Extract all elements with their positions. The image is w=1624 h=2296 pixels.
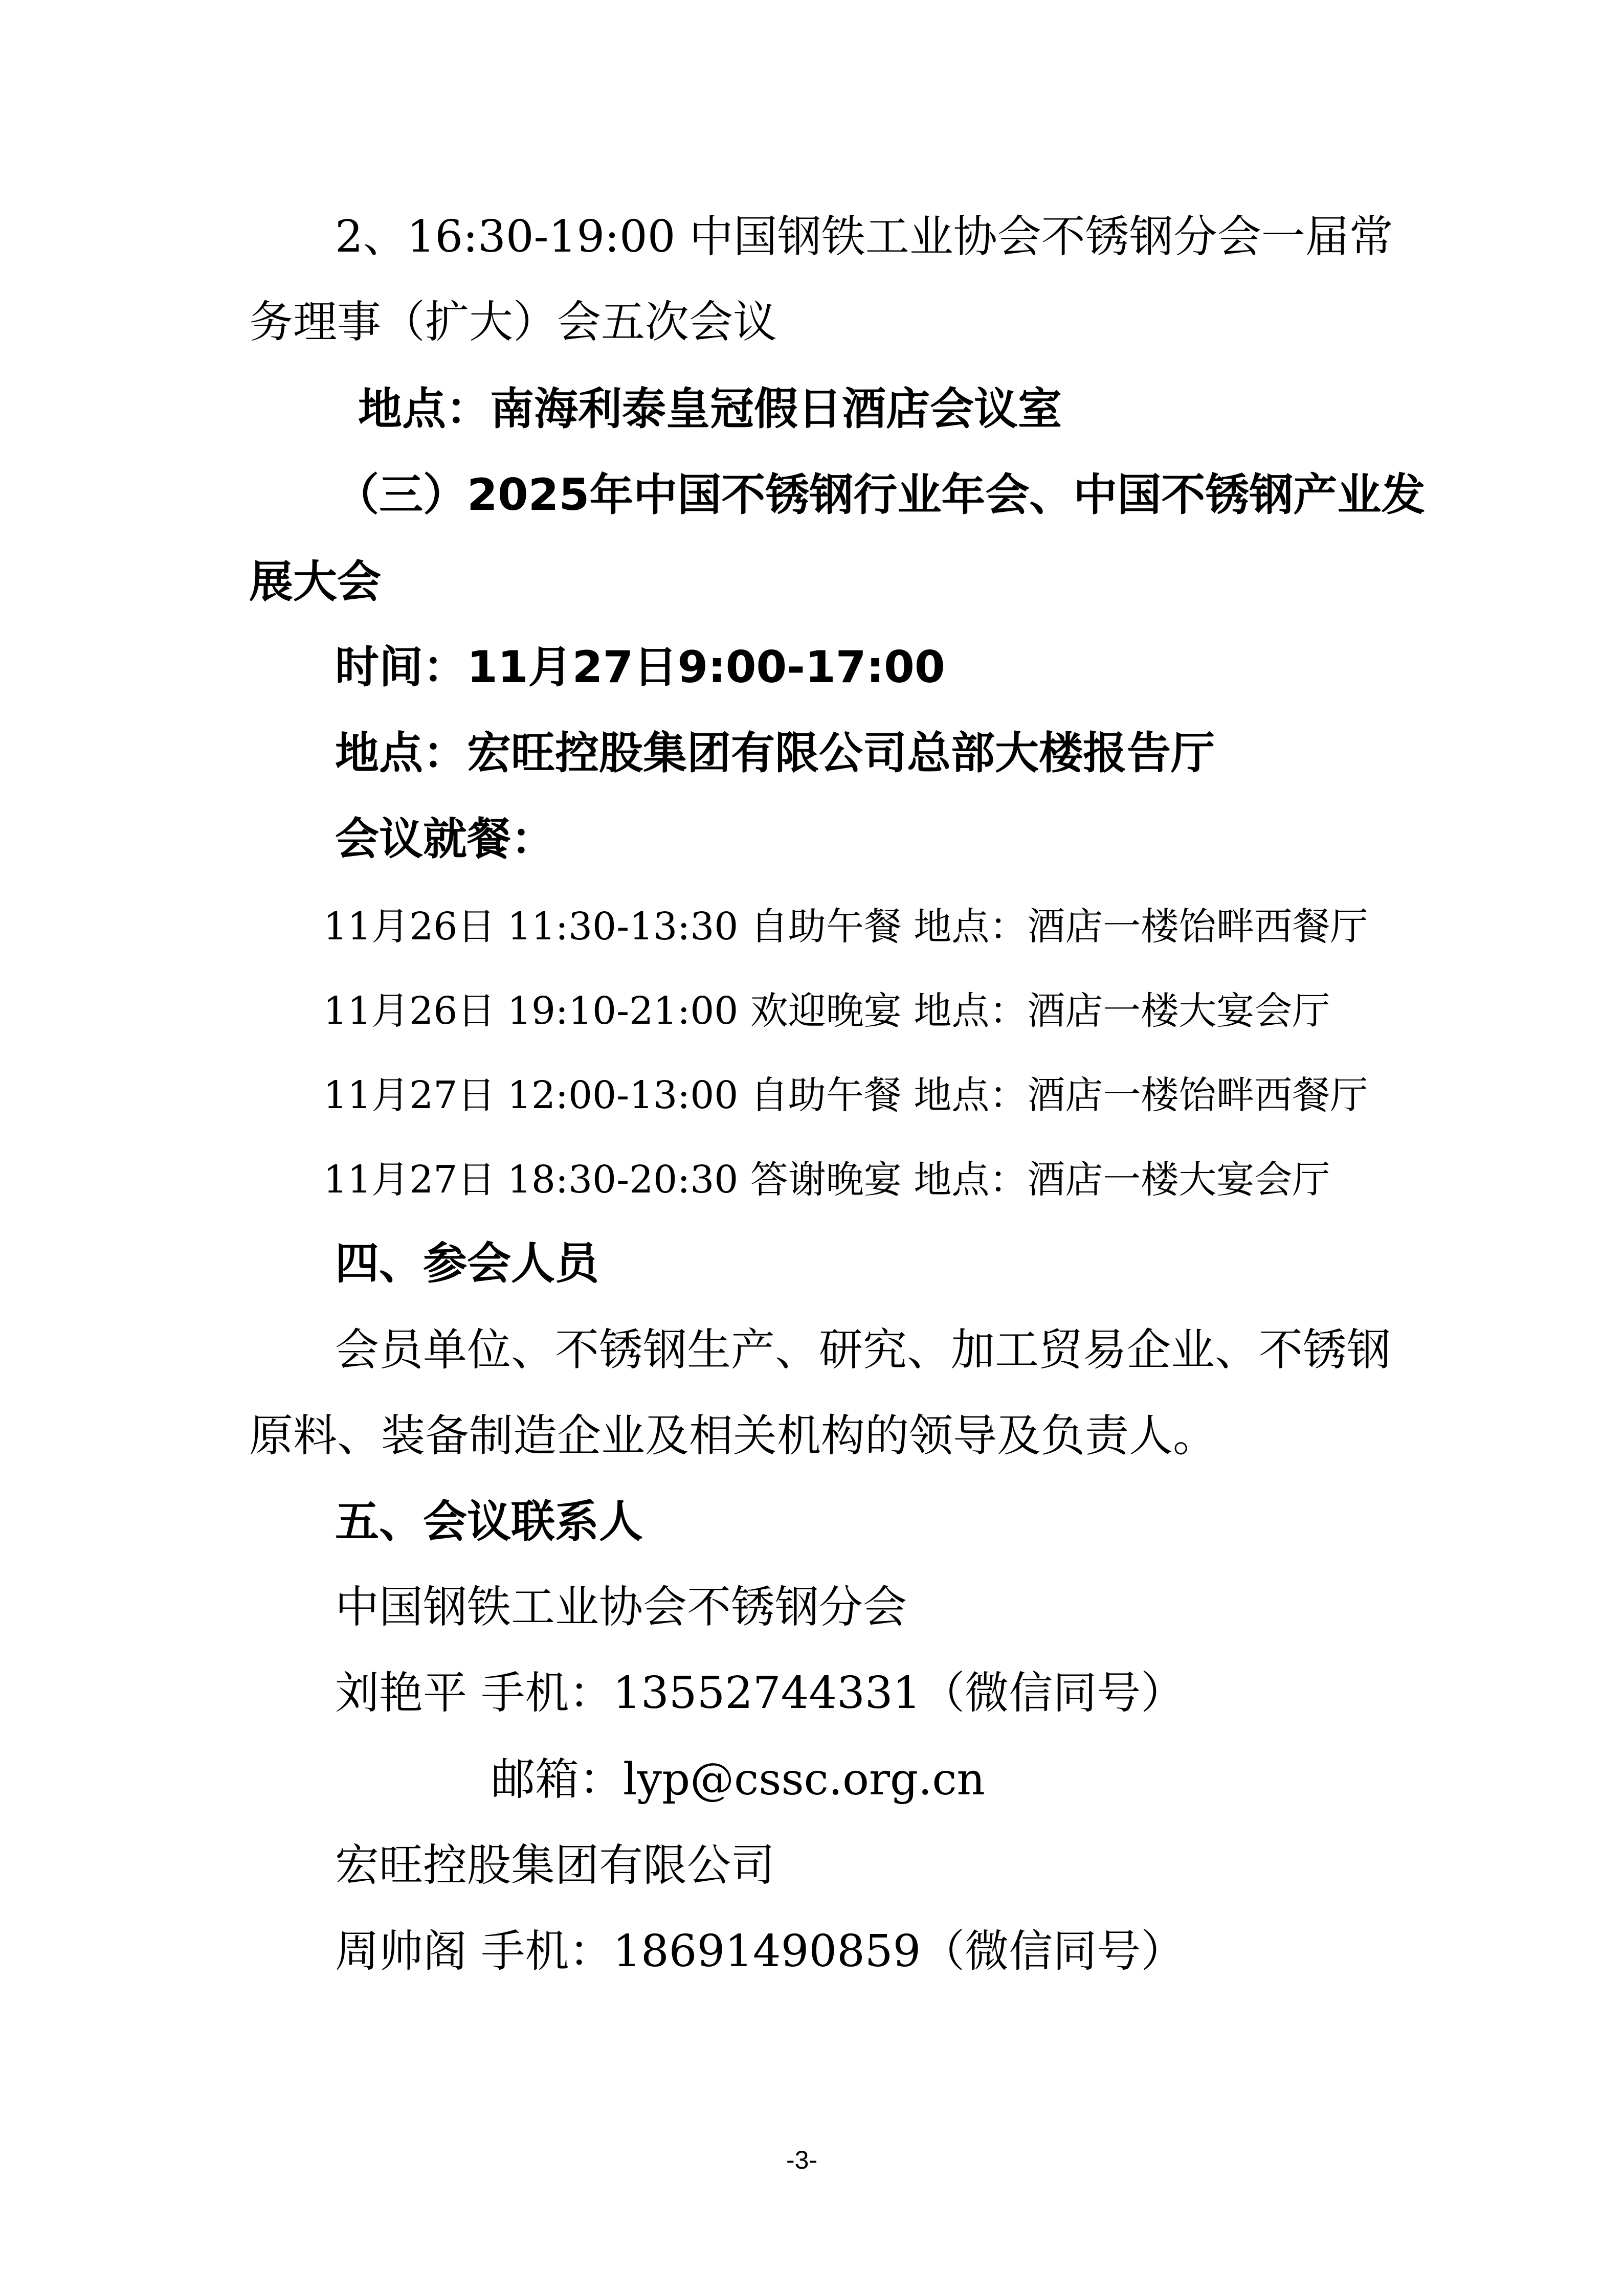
schedule-item-2-line-1: 2、16:30-19:00 中国钢铁工业协会不锈钢分会一届常 — [335, 211, 1393, 262]
section-3-title-line-2: 展大会 — [249, 556, 381, 607]
section-3-title-line-1: （三）2025年中国不锈钢行业年会、中国不锈钢产业发 — [335, 469, 1426, 521]
meal-item: 11月26日 11:30-13:30 自助午餐 地点：酒店一楼饴畔西餐厅 — [323, 905, 1368, 949]
meal-item: 11月27日 18:30-20:30 答谢晚宴 地点：酒店一楼大宴会厅 — [323, 1158, 1330, 1202]
schedule-item-2-line-2: 务理事（扩大）会五次会议 — [249, 297, 777, 348]
meals-heading: 会议就餐： — [335, 814, 555, 865]
page-number: -3- — [786, 2146, 818, 2174]
schedule-item-2-location: 地点：南海利泰皇冠假日酒店会议室 — [358, 384, 1062, 435]
contact-org-1: 中国钢铁工业协会不锈钢分会 — [335, 1582, 907, 1633]
contact-org-2-person: 周帅阁 手机：18691490859（微信同号） — [335, 1926, 1185, 1977]
section-3-location: 地点：宏旺控股集团有限公司总部大楼报告厅 — [335, 728, 1215, 779]
contact-org-1-email: 邮箱：lyp@cssc.org.cn — [491, 1754, 985, 1805]
meal-item: 11月26日 19:10-21:00 欢迎晚宴 地点：酒店一楼大宴会厅 — [323, 989, 1330, 1033]
meal-item: 11月27日 12:00-13:00 自助午餐 地点：酒店一楼饴畔西餐厅 — [323, 1073, 1368, 1117]
participants-text-line-2: 原料、装备制造企业及相关机构的领导及负责人。 — [249, 1410, 1217, 1461]
section-3-time: 时间：11月27日9:00-17:00 — [335, 642, 945, 693]
contact-org-2: 宏旺控股集团有限公司 — [335, 1840, 775, 1891]
contact-org-1-person: 刘艳平 手机：13552744331（微信同号） — [335, 1668, 1185, 1719]
participants-heading: 四、参会人员 — [335, 1238, 599, 1289]
participants-text-line-1: 会员单位、不锈钢生产、研究、加工贸易企业、不锈钢 — [335, 1324, 1391, 1376]
contacts-heading: 五、会议联系人 — [335, 1496, 643, 1547]
